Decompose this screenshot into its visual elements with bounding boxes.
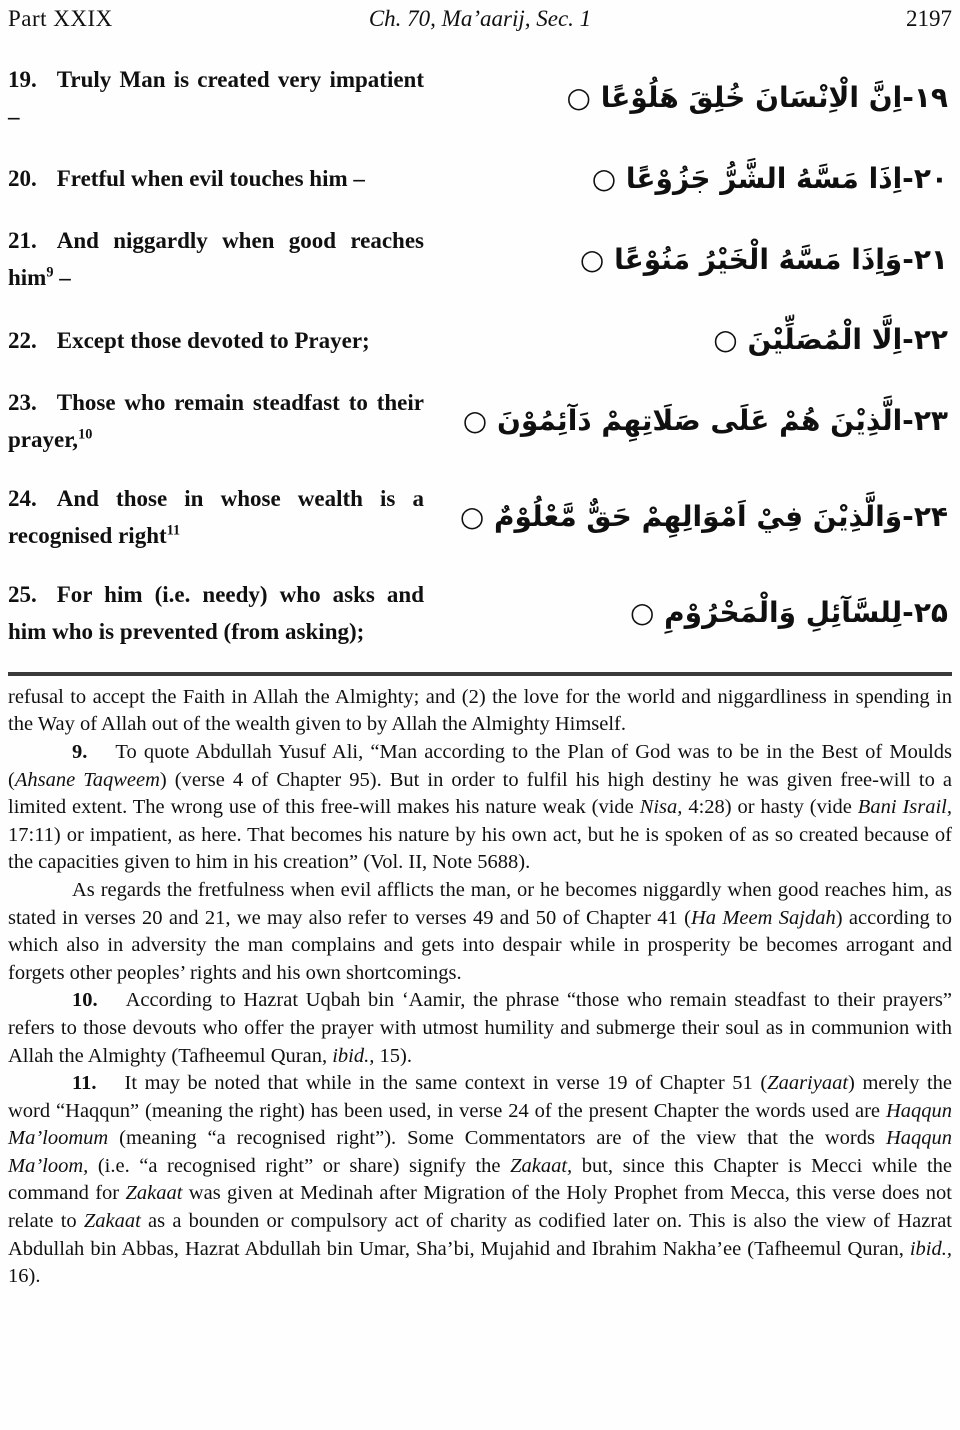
verse-19-english: 19. Truly Man is created very impatient – xyxy=(8,67,424,129)
verse-23-arabic: ۲۳-الَّذِيْنَ هُمْ عَلَى صَلَاتِهِمْ دَآئِمُوْنَ ○ xyxy=(462,404,948,438)
verse-row-25 xyxy=(8,576,952,650)
verse-row-24 xyxy=(8,480,952,554)
verse-24-english: 24. And those in whose wealth is a recognised right$^{11}$ xyxy=(8,485,424,548)
verse-row-19 xyxy=(8,61,952,135)
footnote-divider xyxy=(8,672,952,676)
verse-20-english: 20. Fretful when evil touches him – xyxy=(8,166,365,192)
verse-21-arabic: ۲۱-وَاِذَا مَسَّهُ الْخَيْرُ مَنُوْعًا ○ xyxy=(579,242,948,276)
verse-19-arabic: ۱۹-اِنَّ الْاِنْسَانَ خُلِقَ هَلُوْعًا ○ xyxy=(566,81,948,115)
footnotes-section xyxy=(8,684,952,1291)
verses-section xyxy=(8,61,952,650)
verse-22-english: 22. Except those devoted to Prayer; xyxy=(8,327,370,353)
chapter-title: Ch. 70, Ma’aarij, Sec. 1 xyxy=(368,6,592,31)
verse-row-21 xyxy=(8,222,952,296)
verse-row-23 xyxy=(8,384,952,458)
footnote-9-continuation: As regards the fretfulness when evil afflicts the man, or he becomes niggardly when good reaches him, as stated in verses 20 and 21, we may also refer to verses 49 and 50 of Chapter 41 (Ha Meem Sajdah) according to which also in adversity the man complains and gets into despair while in prosperity be becomes arrogant and forgets other peoples’ rights and his own shortcomings. xyxy=(8,878,953,984)
verse-25-arabic: ۲۵-لِلسَّآئِلِ وَالْمَحْرُوْمِ ○ xyxy=(629,596,948,630)
footnote-9: 9. To quote Abdullah Yusuf Ali, “Man according to the Plan of God was to be in the Best of Moulds (Ahsane Taqweem) (verse 4 of Chapter 95). But in order to fulfil his high destiny he was given free-will to a limited extent. The wrong use of this free-will makes his nature weak (vide Nisa, 4:28) or hasty (vide Bani Israil, 17:11) or impatient, as here. That becomes his nature by his own act, but he is spoken of as so created because of the capacities given to him in his creation” (Vol. II, Note 5688). xyxy=(8,740,952,874)
verse-25-english: 25. For him (i.e. needy) who asks and him who is prevented (from asking); xyxy=(8,581,424,644)
verse-22-arabic: ۲۲-اِلَّا الْمُصَلِّيْنَ ○ xyxy=(713,323,948,357)
footnote-continuation: refusal to accept the Faith in Allah the Almighty; and (2) the love for the world and niggardliness in spending in the Way of Allah out of the wealth given to by Allah the Almighty Himself. xyxy=(8,685,952,736)
verse-20-arabic: ۲۰-اِذَا مَسَّهُ الشَّرُّ جَزُوْعًا ○ xyxy=(591,162,948,195)
verse-24-arabic: ۲۴-وَالَّذِيْنَ فِيْ اَمْوَالِهِمْ حَقٌّ مَّعْلُوْمٌ ○ xyxy=(459,500,948,534)
footnote-10: 10. According to Hazrat Uqbah bin ‘Aamir, the phrase “those who remain steadfast to their prayers” refers to those devouts who offer the prayer with utmost humility and submerge their soul as in communion with Allah the Almighty (Tafheemul Quran, ibid., 15). xyxy=(8,989,952,1067)
page-number: 2197 xyxy=(906,6,952,31)
page-header xyxy=(8,5,952,32)
verse-23-english: 23. Those who remain steadfast to their prayer,$^{10}$ xyxy=(8,389,424,452)
verse-row-20 xyxy=(8,157,952,200)
part-label: Part XXIX xyxy=(8,6,113,31)
footnote-11: 11. It may be noted that while in the same context in verse 19 of Chapter 51 (Zaariyaat) merely the word “Haqqun” (meaning the right) has been used, in verse 24 of the present Chapter the words used are Haqqun Ma’loomum (meaning “a recognised right”). Some Commentators are of the view that the words Haqqun Ma’loom, (i.e. “a recognised right” or share) signify the Zakaat, but, since this Chapter is Mecci while the command for Zakaat was given at Medinah after Migration of the Holy Prophet from Mecca, this verse does not relate to Zakaat as a bounden or compulsory act of charity as codified later on. This is also the view of Hazrat Abdullah bin Abbas, Hazrat Abdullah bin Umar, Sha’bi, Mujahid and Ibrahim Nakha’ee (Tafheemul Quran, ibid., 16). xyxy=(8,1072,953,1288)
verse-row-22 xyxy=(8,318,952,361)
verse-21-english: 21. And niggardly when good reaches him$^9$ – xyxy=(8,228,424,291)
